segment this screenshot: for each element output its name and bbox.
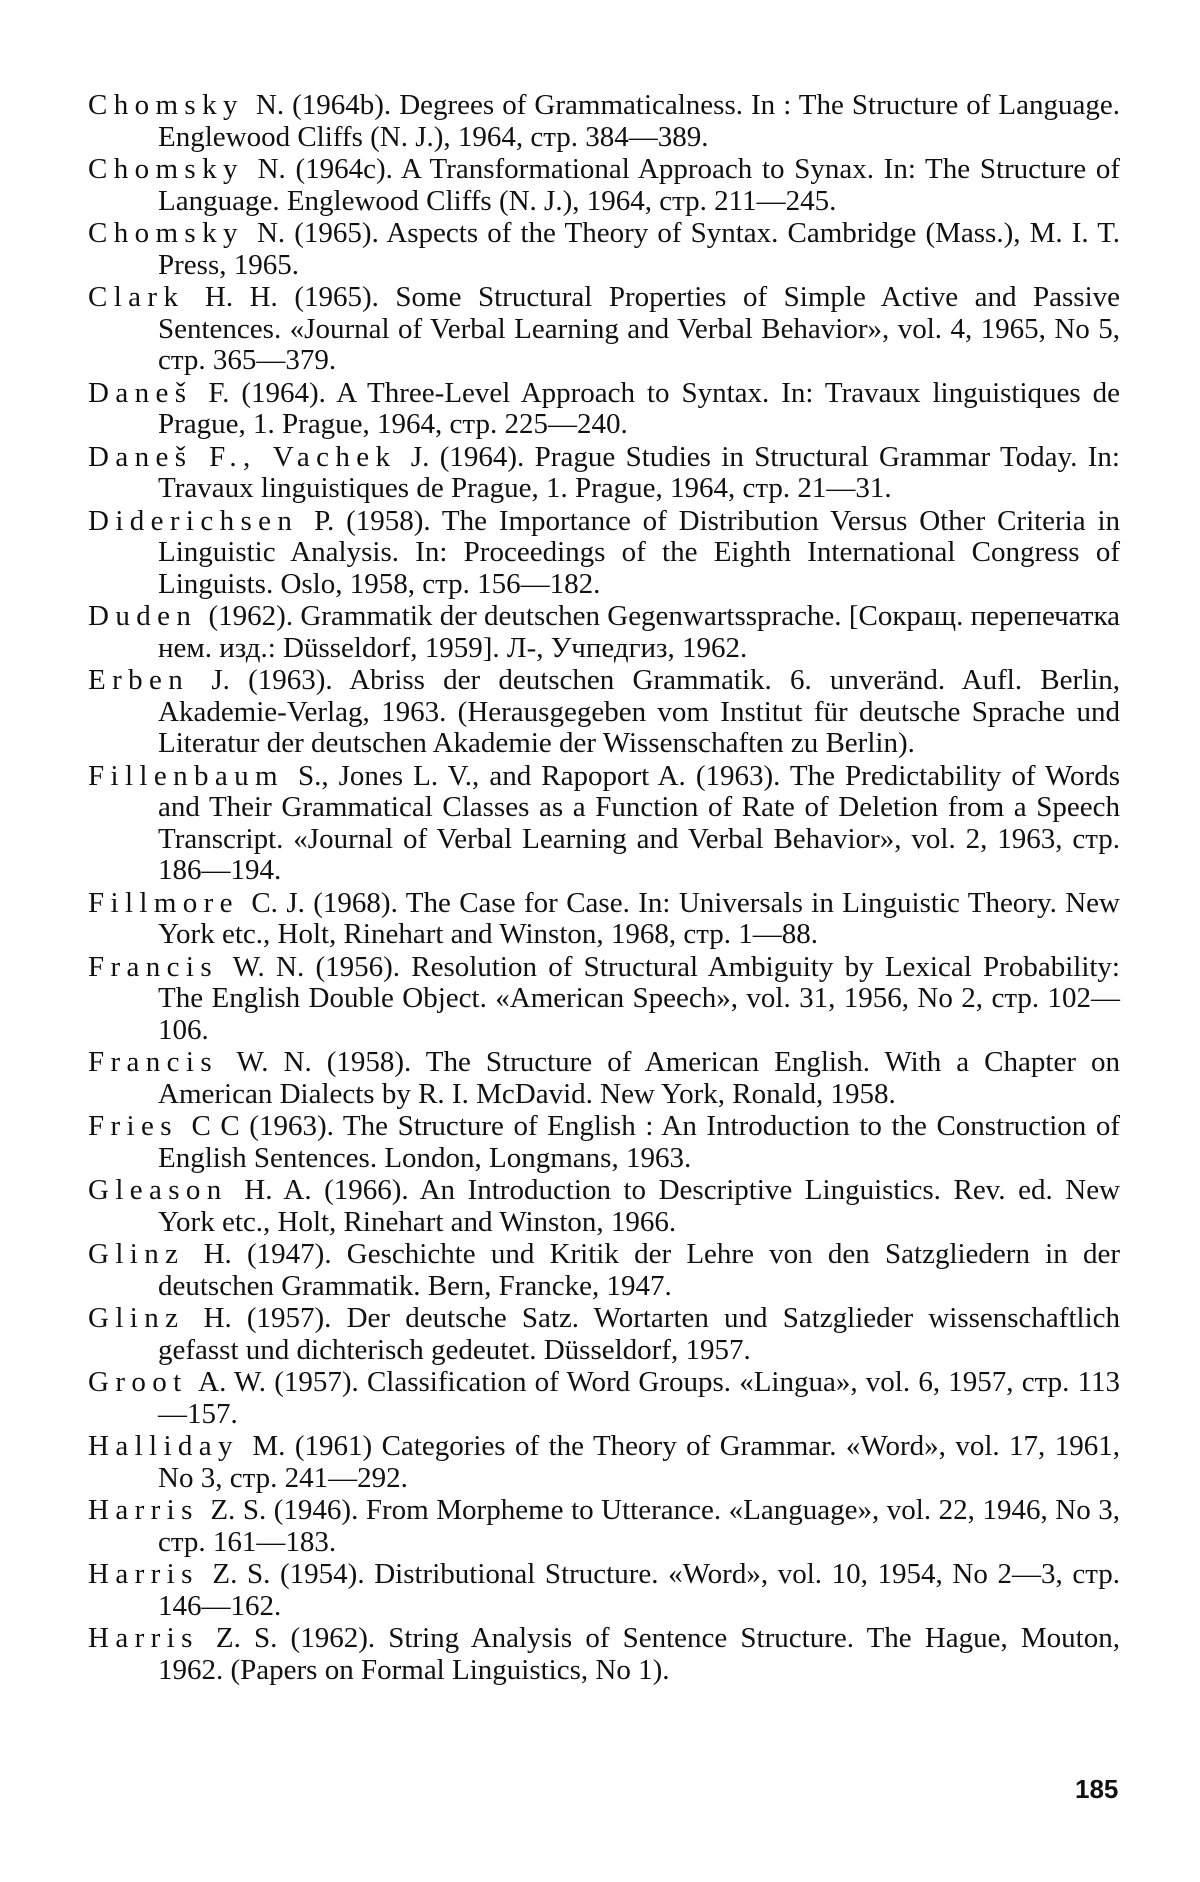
reference-text: S., Jones L. V., and Rapoport A. (1963). The Predictability of Words and Their Grammatical Classes as a Function of Rate of Deletion from a Speech Transcript. «Journal of Verbal Learning and Verbal Behavior», vol. 2, 1963, стр. 186—194. [158,759,1121,886]
reference-text: H. (1947). Geschichte und Kritik der Lehre von den Satzgliedern in der deutschen Grammatik. Bern, Francke, 1947. [158,1238,1121,1302]
reference-entry [88,1495,1120,1558]
reference-entry [88,1175,1120,1238]
reference-entry [88,1111,1120,1174]
page-number: 185 [1075,1774,1119,1804]
reference-author: Fries [88,1110,178,1142]
reference-text: N. (1964c). A Transformational Approach to Synax. In: The Structure of Language. Englewood Cliffs (N. J.), 1964, стр. 211—245. [158,153,1120,217]
reference-text: J. (1963). Abriss der deutschen Grammatik. 6. unveränd. Aufl. Berlin, Akademie-Verlag, 1963. (Herausgegeben vom Institut für deutsche Sprache und Literatur der deutschen Akademie der Wissenschaften zu Berlin). [158,664,1120,759]
reference-text: A. W. (1957). Classification of Word Groups. «Lingua», vol. 6, 1957, стр. 113—157. [158,1366,1120,1430]
reference-author: Daneš [88,376,193,409]
reference-author: Groot [88,1366,188,1398]
reference-text: (1962). Grammatik der deutschen Gegenwartssprache. [Сокращ. перепечатка нем. изд.: Düsseldorf, 1959]. Л-, Учпедгиз, 1962. [158,600,1120,664]
reference-entry [88,90,1120,153]
reference-entry [88,1559,1120,1622]
reference-author: Chomsky [88,153,244,185]
reference-author: Glinz [88,1302,185,1334]
reference-text: W. N. (1958). The Structure of American English. With a Chapter on American Dialects by R. I. McDavid. New York, Ronald, 1958. [158,1046,1120,1110]
reference-text: N. (1965). Aspects of the Theory of Syntax. Cambridge (Mass.), M. I. T. Press, 1965. [158,217,1121,281]
reference-entry [88,1367,1120,1430]
reference-text: C C (1963). The Structure of English : An Introduction to the Construction of English Sentences. London, Longmans, 1963. [158,1110,1120,1174]
reference-entry [88,1303,1120,1366]
reference-author: Daneš F., Vachek [88,440,397,473]
reference-entry [88,378,1120,441]
reference-entry [88,154,1120,217]
reference-author: Harris [88,1558,199,1590]
reference-text: N. (1964b). Degrees of Grammaticalness. In : The Structure of Language. Englewood Cliffs (N. J.), 1964, стр. 384—389. [158,89,1120,153]
reference-entry [88,761,1120,887]
reference-author: Clark [88,281,185,313]
reference-entry [88,1239,1120,1302]
reference-author: Fillmore [88,886,239,919]
reference-author: Glinz [88,1238,185,1270]
reference-text: H. H. (1965). Some Structural Properties of Simple Active and Passive Sentences. «Journal of Verbal Learning and Verbal Behavior», vol. 4, 1965, No 5, стр. 365—379. [158,281,1120,376]
reference-text: J. (1964). Prague Studies in Structural Grammar Today. In: Travaux linguistiques de Prague, 1. Prague, 1964, стр. 21—31. [158,440,1120,504]
reference-author: Francis [88,950,219,983]
reference-text: H. A. (1966). An Introduction to Descriptive Linguistics. Rev. ed. New York etc., Holt, Rinehart and Winston, 1966. [158,1174,1121,1238]
reference-entry [88,665,1120,760]
reference-entry [88,601,1120,664]
reference-text: Z. S. (1962). String Analysis of Sentence Structure. The Hague, Mouton, 1962. (Papers on Formal Linguistics, No 1). [158,1622,1120,1686]
reference-entry [88,442,1120,505]
reference-text: Z. S. (1946). From Morpheme to Utterance. «Language», vol. 22, 1946, No 3, стр. 161—183. [158,1494,1120,1558]
reference-text: P. (1958). The Importance of Distribution Versus Other Criteria in Linguistic Analysis. In: Proceedings of the Eighth International Congress of Linguists. Oslo, 1958, стр. 156—182. [158,504,1121,600]
reference-entry [88,1047,1120,1110]
reference-text: C. J. (1968). The Case for Case. In: Universals in Linguistic Theory. New York etc., Holt, Rinehart and Winston, 1968, стр. 1—88. [158,886,1120,950]
reference-entry [88,506,1120,601]
reference-author: Halliday [88,1430,239,1462]
reference-author: Gleason [88,1174,228,1206]
reference-author: Duden [88,600,198,632]
reference-text: M. (1961) Categories of the Theory of Grammar. «Word», vol. 17, 1961, No 3, стр. 241—292. [158,1430,1120,1494]
reference-entry [88,218,1120,281]
reference-text: F. (1964). A Three-Level Approach to Syntax. In: Travaux linguistiques de Prague, 1. Prague, 1964, стр. 225—240. [158,376,1121,440]
reference-entry [88,888,1120,951]
reference-author: Erben [88,664,190,696]
reference-entry [88,282,1120,377]
reference-author: Chomsky [88,217,244,249]
reference-author: Fillenbaum [88,759,284,792]
reference-author: Harris [88,1494,199,1526]
reference-text: W. N. (1956). Resolution of Structural Ambiguity by Lexical Probability: The English Double Object. «American Speech», vol. 31, 1956, No 2, стр. 102—106. [158,950,1120,1046]
reference-text: Z. S. (1954). Distributional Structure. «Word», vol. 10, 1954, No 2—3, стр. 146—162. [158,1558,1121,1622]
reference-author: Diderichsen [88,504,299,537]
reference-author: Francis [88,1046,219,1078]
reference-entry [88,1431,1120,1494]
reference-author: Chomsky [88,89,244,121]
reference-text: H. (1957). Der deutsche Satz. Wortarten und Satzglieder wissenschaftlich gefasst und dichterisch gedeutet. Düsseldorf, 1957. [158,1302,1120,1366]
reference-entry [88,952,1120,1047]
reference-list [88,90,1120,1686]
reference-author: Harris [88,1622,199,1654]
reference-entry [88,1623,1120,1686]
bibliography-page [88,90,1120,1687]
